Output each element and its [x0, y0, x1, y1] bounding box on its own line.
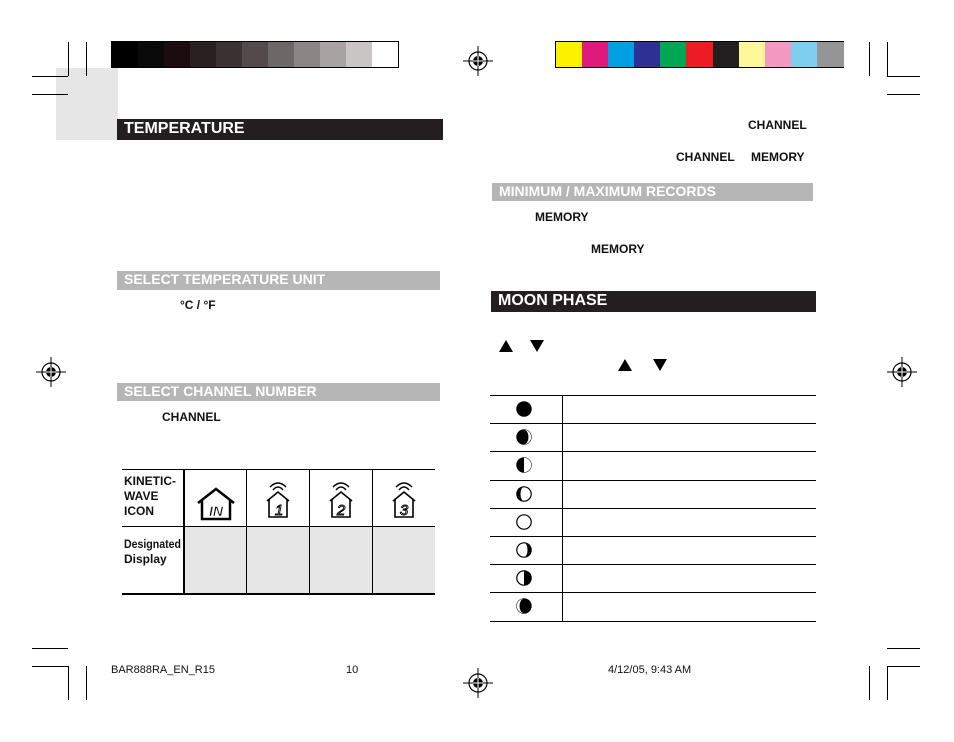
channel-1-label: 1 — [274, 502, 284, 519]
color-swatch — [686, 42, 713, 67]
moon-row — [490, 451, 816, 480]
indoor-icon-label: IN — [209, 503, 223, 519]
channel-button-label: CHANNEL — [162, 410, 221, 424]
channel-1-house-icon — [265, 479, 291, 519]
color-swatch — [660, 42, 687, 67]
color-swatch — [817, 42, 844, 67]
registration-mark-icon — [463, 46, 493, 76]
grayscale-color-bar — [111, 41, 399, 68]
channel-3-label: 3 — [399, 502, 409, 519]
moon-row — [490, 536, 816, 565]
color-swatch — [372, 42, 398, 67]
down-arrow-icon — [530, 340, 544, 352]
channel-label-2: CHANNEL — [676, 150, 735, 164]
channel-2-label: 2 — [336, 502, 346, 519]
color-swatch — [634, 42, 661, 67]
full-moon-icon — [516, 514, 532, 530]
memory-label-3: MEMORY — [591, 242, 645, 256]
min-max-records-header: MINIMUM / MAXIMUM RECORDS — [492, 183, 813, 201]
moon-row — [490, 564, 816, 593]
last-quarter-icon — [516, 570, 532, 586]
channel-label-1: CHANNEL — [748, 118, 807, 132]
new-moon-icon — [516, 401, 532, 417]
moon-phase-header: MOON PHASE — [491, 291, 816, 312]
color-swatch — [190, 42, 216, 67]
waning-crescent-icon — [516, 598, 532, 614]
color-swatch — [112, 42, 138, 67]
color-swatch — [608, 42, 635, 67]
moon-row — [490, 395, 816, 424]
unit-button-label: °C / °F — [180, 298, 216, 312]
color-swatch — [268, 42, 294, 67]
color-swatch — [294, 42, 320, 67]
color-swatch — [713, 42, 740, 67]
footer-timestamp: 4/12/05, 9:43 AM — [608, 664, 692, 676]
color-swatch — [320, 42, 346, 67]
process-color-bar — [555, 41, 844, 68]
first-quarter-icon — [516, 457, 532, 473]
color-swatch — [791, 42, 818, 67]
channel-2-house-icon — [328, 479, 354, 519]
temperature-header: TEMPERATURE — [117, 119, 443, 140]
up-arrow-icon — [499, 340, 513, 352]
down-arrow-icon — [653, 359, 667, 371]
color-swatch — [739, 42, 766, 67]
footer-page-number: 10 — [346, 664, 359, 676]
moon-row — [490, 480, 816, 509]
color-swatch — [164, 42, 190, 67]
memory-label-2: MEMORY — [535, 210, 589, 224]
select-temperature-unit-header: SELECT TEMPERATURE UNIT — [117, 271, 440, 290]
color-swatch — [556, 42, 583, 67]
color-swatch — [346, 42, 372, 67]
moon-row — [490, 592, 816, 622]
color-swatch — [138, 42, 164, 67]
channel-3-house-icon — [391, 479, 417, 519]
corner-gray-block — [56, 68, 118, 140]
indoor-house-icon — [196, 487, 236, 521]
color-swatch — [242, 42, 268, 67]
color-swatch — [765, 42, 792, 67]
color-swatch — [216, 42, 242, 67]
waning-gibbous-icon — [516, 542, 532, 558]
registration-mark-icon — [887, 357, 917, 387]
select-channel-number-header: SELECT CHANNEL NUMBER — [117, 383, 440, 401]
up-arrow-icon — [618, 359, 632, 371]
moon-row — [490, 508, 816, 537]
moon-row — [490, 423, 816, 452]
designated-display-label: Designated Display — [124, 537, 181, 566]
color-swatch — [582, 42, 609, 67]
memory-label-1: MEMORY — [751, 150, 805, 164]
footer-filename: BAR888RA_EN_R15 — [111, 664, 215, 676]
waxing-crescent-icon — [516, 429, 532, 445]
kinetic-wave-icon-label: KINETIC- WAVE ICON — [124, 474, 176, 518]
registration-mark-icon — [36, 357, 66, 387]
waxing-gibbous-icon — [516, 486, 532, 502]
registration-mark-icon — [463, 668, 493, 698]
